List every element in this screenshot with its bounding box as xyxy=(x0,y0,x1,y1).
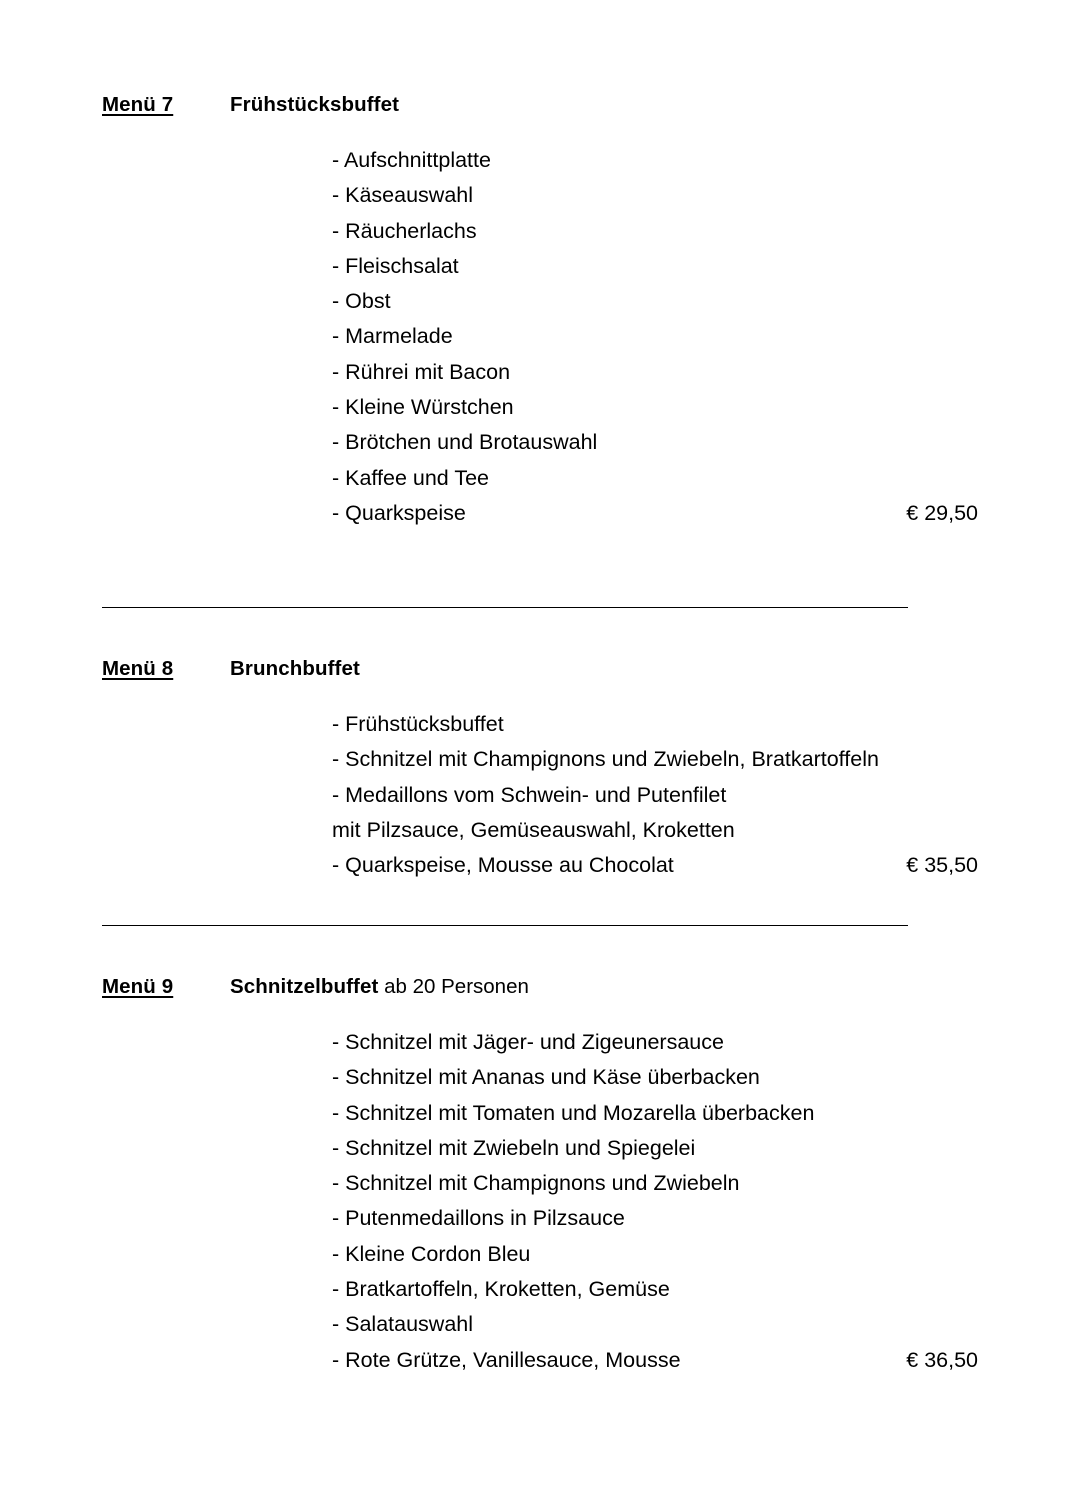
menu-title: Schnitzelbuffet xyxy=(230,975,379,998)
menu-item xyxy=(102,496,978,531)
menu-title-wrap xyxy=(230,975,529,999)
menu-item xyxy=(102,1272,978,1307)
menu-section-8 xyxy=(102,657,978,883)
menu-header xyxy=(102,657,978,681)
item-text: - Rote Grütze, Vanillesauce, Mousse xyxy=(332,1347,681,1372)
menu-number-label: Menü 9 xyxy=(102,975,174,998)
menu-item xyxy=(102,143,978,178)
section-divider xyxy=(102,925,908,926)
item-text: - Marmelade xyxy=(332,324,453,349)
menu-item xyxy=(102,319,978,354)
menu-item xyxy=(102,425,978,460)
item-text: - Kleine Würstchen xyxy=(332,395,514,420)
menu-item xyxy=(102,1237,978,1272)
menu-item xyxy=(102,390,978,425)
menu-title-wrap xyxy=(230,93,399,117)
menu-number-label: Menü 7 xyxy=(102,93,174,116)
menu-item xyxy=(102,848,978,883)
item-text: - Brötchen und Brotauswahl xyxy=(332,430,598,455)
item-text: - Bratkartoffeln, Kroketten, Gemüse xyxy=(332,1277,670,1302)
menu-item xyxy=(102,707,978,742)
menu-title: Brunchbuffet xyxy=(230,657,360,680)
menu-item xyxy=(102,284,978,319)
menu-item xyxy=(102,1025,978,1060)
menu-header xyxy=(102,975,978,999)
menu-items-list xyxy=(102,143,978,531)
item-text: - Quarkspeise xyxy=(332,500,466,525)
menu-header xyxy=(102,93,978,117)
item-text: - Quarkspeise, Mousse au Chocolat xyxy=(332,853,674,878)
item-text: - Putenmedaillons in Pilzsauce xyxy=(332,1206,625,1231)
menu-title-suffix: ab 20 Personen xyxy=(378,975,529,998)
item-text: - Kleine Cordon Bleu xyxy=(332,1241,531,1266)
menu-items-list xyxy=(102,1025,978,1378)
item-price: € 29,50 xyxy=(906,500,978,525)
item-text: - Salatauswahl xyxy=(332,1312,474,1337)
item-text: - Frühstücksbuffet xyxy=(332,712,504,736)
item-text: - Rührei mit Bacon xyxy=(332,359,511,384)
item-text: - Kaffee und Tee xyxy=(332,465,489,490)
item-text: - Schnitzel mit Champignons und Zwiebeln xyxy=(332,1171,740,1196)
menu-item xyxy=(102,1307,978,1342)
item-price: € 35,50 xyxy=(906,853,978,878)
item-text: - Schnitzel mit Champignons und Zwiebeln, Bratkartoffeln xyxy=(332,747,879,772)
item-text: - Käseauswahl xyxy=(332,183,474,208)
menu-item xyxy=(102,461,978,496)
menu-item xyxy=(102,1201,978,1236)
menu-item xyxy=(102,778,978,813)
item-text: - Schnitzel mit Zwiebeln und Spiegelei xyxy=(332,1135,696,1160)
item-text: - Fleischsalat xyxy=(332,253,459,278)
menu-item xyxy=(102,214,978,249)
menu-item xyxy=(102,1343,978,1378)
menu-section-7 xyxy=(102,93,978,531)
item-text: - Schnitzel mit Jäger- und Zigeunersauce xyxy=(332,1030,724,1054)
menu-item xyxy=(102,1131,978,1166)
item-text: - Medaillons vom Schwein- und Putenfilet xyxy=(332,782,727,807)
menu-item xyxy=(102,178,978,213)
menu-item xyxy=(102,1096,978,1131)
section-divider xyxy=(102,607,908,608)
menu-number-label: Menü 8 xyxy=(102,657,174,680)
item-price: € 36,50 xyxy=(906,1347,978,1372)
menu-item xyxy=(102,1060,978,1095)
item-text: - Schnitzel mit Ananas und Käse überbacken xyxy=(332,1065,760,1090)
menu-item xyxy=(102,742,978,777)
menu-items-list xyxy=(102,707,978,883)
menu-section-9 xyxy=(102,975,978,1378)
menu-title: Frühstücksbuffet xyxy=(230,93,400,116)
item-text: - Aufschnittplatte xyxy=(332,148,491,172)
item-text: - Schnitzel mit Tomaten und Mozarella überbacken xyxy=(332,1100,815,1125)
menu-item xyxy=(102,249,978,284)
menu-item-continuation xyxy=(102,813,978,848)
item-text: - Obst xyxy=(332,289,391,314)
item-text: - Räucherlachs xyxy=(332,218,477,243)
menu-item xyxy=(102,355,978,390)
menu-item xyxy=(102,1166,978,1201)
menu-title-wrap xyxy=(230,657,360,681)
item-text: mit Pilzsauce, Gemüseauswahl, Kroketten xyxy=(332,817,735,842)
